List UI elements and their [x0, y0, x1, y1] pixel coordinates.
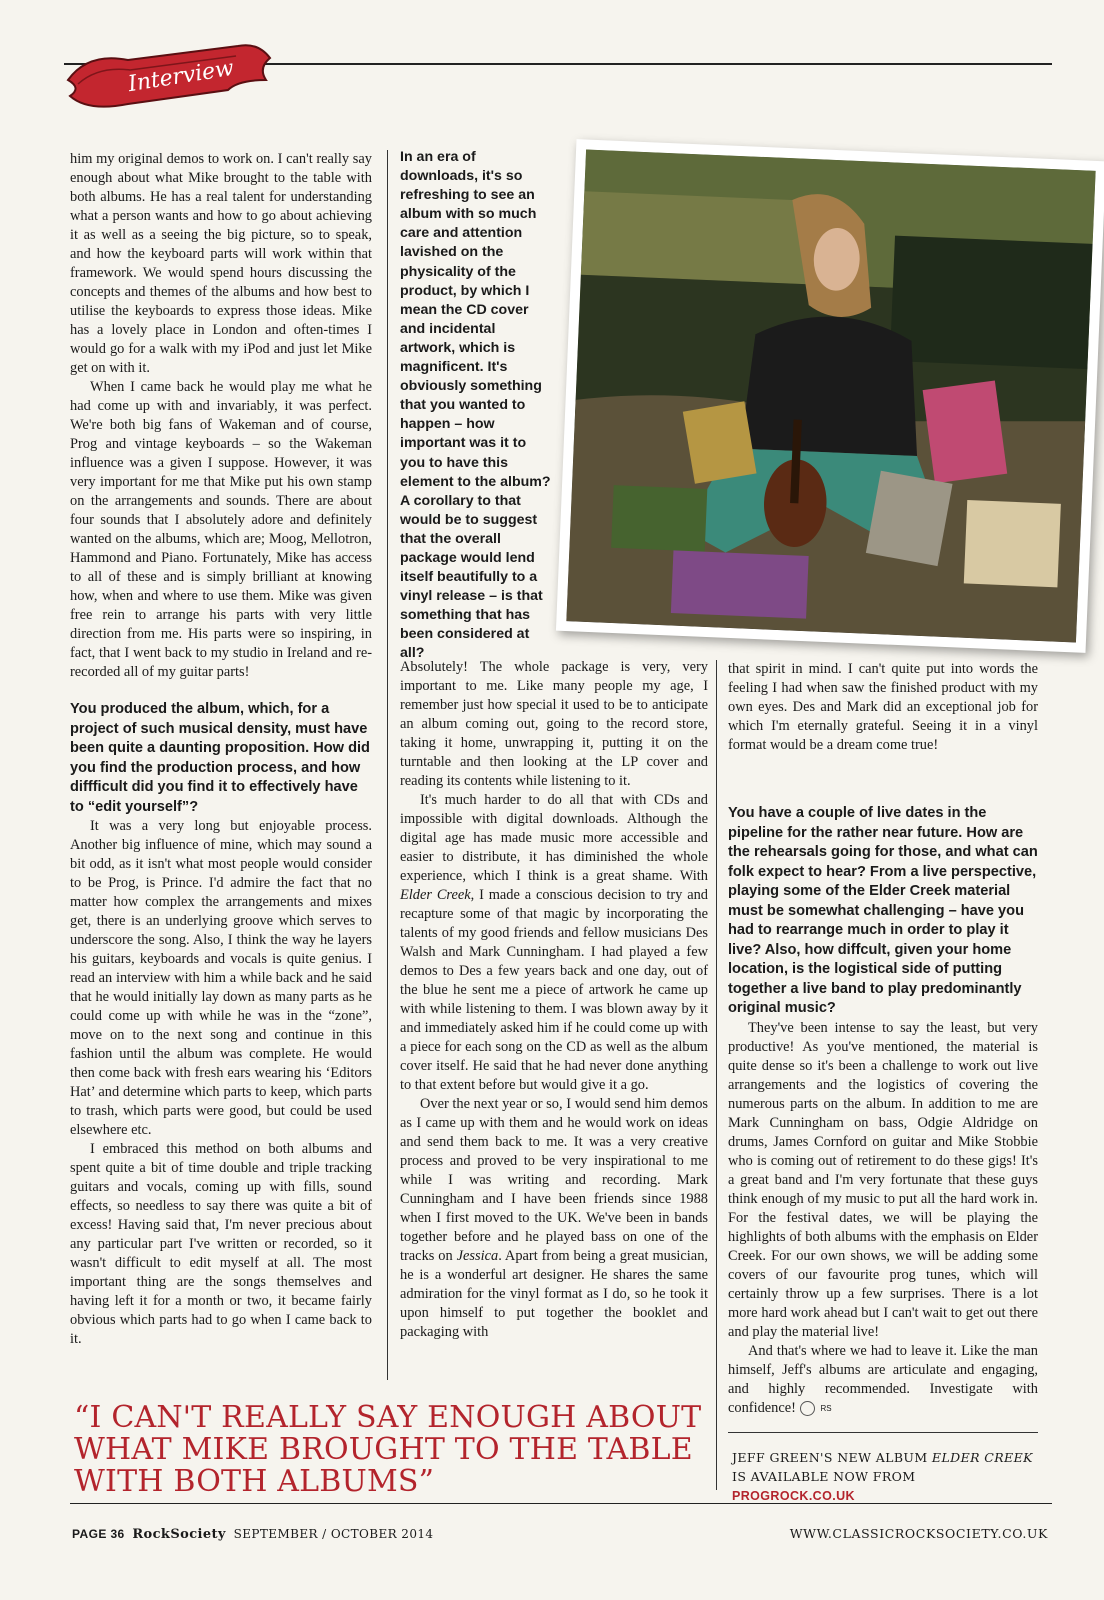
body-paragraph: It was a very long but enjoyable process. Another big influence of mine, which may sound a bit odd, as it isn't what most people would consider to be Prog, is Prince. I'd admire the fact that no matter how complex the arrangements and mixes get, there is an underlying groove which serves to underscore the song. Also, I think the way he layers his guitars, keyboards and vocals is quite genius. I read an interview with him a while back and he said that he would initially lay down as many parts as he could come up with while he was in the “zone”, move on to the next song and continue in this fashion until the album was complete. He would then come back with fresh ears wearing his ‘Editors Hat’ and determine which parts to keep, which parts to trash, which parts were good, but could be used elsewhere etc. — [70, 818, 372, 1138]
album-credit — [732, 1448, 1038, 1506]
interview-question: You have a couple of live dates in the pipeline for the rather near future. How are the rehearsals going for those, and what can folk expect to hear? From a live perspective, playing some of the Elder Creek material must be somewhat challenging – have you had to rearrange much in order to play it live? Also, how diffcult, given your home location, is the logistical side of putting together a live band to play predominantly original music? — [728, 805, 1038, 1016]
album-title: Elder Creek — [400, 887, 471, 903]
footer-left — [72, 1527, 433, 1542]
body-paragraph: They've been intense to say the least, but very productive! As you've mentioned, the material is quite dense so it's been a challenge to work out live arrangements and the logistics of covering the numerous parts on the album. In addition to me are Mark Cunningham on bass, Odgie Aldridge on drums, James Cornford on guitar and Mike Stobbie who is coming out of retirement to do these gigs! It's a great band and I'm very fortunate that these guys think enough of my music to put all the hard work in. For the festival dates, we will be playing the highlights of both albums with the emphasis on Elder Creek. For our own shows, we will be adding some covers of our favourite prog tunes, which will certainly throw up a few surprises. There is a lot more hard work ahead but I can't wait to get out there and play the material live! — [728, 1019, 1038, 1340]
body-paragraph — [400, 1095, 708, 1342]
body-paragraph: him my original demos to work on. I can't really say enough about what Mike brought to the table with both albums. He has a real talent for understanding what a person wants and how to go about achieving it as well as a seeing the big picture, so to speak, and how the keyboard parts will work within that framework. We would spend hours discussing the concepts and themes of the albums and how best to utilise the keyboards to express those ideas. Mike has a lovely place in London and often-times I would go for a walk with my iPod and just let Mike get on with it. — [70, 151, 372, 376]
body-text: , I made a conscious decision to try and recapture some of that magic by incorporating the talents of my good friends and fellow musicians Des Walsh and Mark Cunningham. I had played a few demos to Des a few years back and one day, out of the blue he sent me a piece of artwork he came up with while listening to them. I was blown away by it and immediately asked him if he could come up with a piece for each song on the CD as well as the album cover itself. He said that he had never done anything to that extent before but would give it a go. — [400, 887, 708, 1093]
credit-link[interactable]: PROGROCK.CO.UK — [732, 1489, 855, 1503]
credit-text: IS AVAILABLE NOW FROM — [732, 1469, 916, 1484]
body-paragraph — [400, 791, 708, 1095]
section-banner — [58, 40, 278, 120]
photo-image — [566, 150, 1095, 643]
credit-album-title: ELDER CREEK — [931, 1450, 1033, 1465]
body-paragraph: Absolutely! The whole package is very, very important to me. Like many people my age, I remember just how special it used to be to anticipate an album coming out, going to the record store, taking it home, unwrapping it, putting it on the turntable and then looking at the LP cover and reading its contents while listening to it. — [400, 659, 708, 789]
body-paragraph — [728, 1342, 1038, 1418]
page-number: PAGE 36 — [72, 1527, 125, 1541]
magazine-logo: RockSociety — [132, 1527, 226, 1542]
column-1 — [70, 150, 372, 1349]
credit-rule — [728, 1432, 1038, 1433]
album-title: Jessica — [456, 1248, 499, 1264]
issue-date: SEPTEMBER / OCTOBER 2014 — [233, 1527, 434, 1541]
pull-quote: “I CAN'T REALLY SAY ENOUGH ABOUT WHAT MIKE BROUGHT TO THE TABLE WITH BOTH ALBUMS” — [74, 1400, 702, 1499]
body-paragraph: When I came back he would play me what he had come up with and invariably, it was perfect. We're both big fans of Wakeman and of course, Prog and vintage keyboards – so the Wakeman influence was a given I suppose. However, it was very important for me that Mike put his own stamp on the arrangements and sounds. There are about four sounds that I absolutely adore and definitely wanted on the albums, which are; Moog, Mellotron, Hammond and Piano. Fortunately, Mike has access to all of these and is simply brilliant at knowing how, when and where to use them. Mike was given free rein to arrange his parts with very little direction from me. His parts were so inspiring, in fact, that I went back to my studio in Ireland and re-recorded all of my guitar parts! — [70, 379, 372, 680]
footer-rule — [70, 1503, 1052, 1504]
portrait-illustration — [566, 150, 1095, 643]
column-3-top — [728, 660, 1038, 755]
interview-question: You produced the album, which, for a project of such musical density, must have been quite a daunting proposition. How did you find the production process, and how diffficult did you find it to effectively have to “edit yourself”? — [70, 701, 370, 815]
column-divider — [716, 660, 717, 1490]
artist-photo — [556, 139, 1104, 653]
interview-question: In an era of downloads, it's so refreshing to see an album with so much care and attention lavished on the physicality of the product, by which I mean the CD cover and incidental artwork, which is magnificent. It's obviously something that you wanted to happen – how important was it to you to have this element to the album? A corollary to that would be to suggest that the overall package would lend itself beautifully to a vinyl release – is that something that has been considered at all? — [400, 149, 551, 662]
body-text: Over the next year or so, I would send him demos as I came up with them and he would work on ideas and send them back to me. It was a very creative process and proved to be very inspirational to me while I was writing and recording. Mark Cunningham and I have been friends since 1988 when I first moved to the UK. We've been in bands together before and he played bass on one of the tracks on — [400, 1096, 708, 1264]
column-3 — [728, 804, 1038, 1418]
body-text: It's much harder to do all that with CDs and impossible with digital downloads. Although the digital age has made music more accessible and easier to distribute, it has diminished the whole experience, which I think is a great shame. With — [400, 792, 708, 884]
column-2-question — [400, 148, 552, 664]
body-paragraph: that spirit in mind. I can't quite put into words the feeling I had when saw the finished product with my own eyes. Des and Mark did an exceptional job for which I'm eternally grateful. Seeing it in a vinyl format would be a dream come true! — [728, 661, 1038, 753]
website-url[interactable]: WWW.CLASSICROCKSOCIETY.CO.UK — [789, 1526, 1048, 1541]
body-paragraph: I embraced this method on both albums and spent quite a bit of time double and triple tracking guitars and vocals, coming up with fills, sound effects, so needless to say there was quite a bit of excess! Having said that, I'm never precious about any particular part I've written or recorded, so it wasn't difficult to edit myself at all. The most important thing are the songs themselves and having left it for a month or two, it became fairly obvious which parts had to go when I came back to it. — [70, 1141, 372, 1347]
credit-text: JEFF GREEN'S NEW ALBUM — [732, 1450, 932, 1465]
column-divider — [387, 150, 388, 1380]
section-tag: Interview — [126, 55, 236, 98]
column-2 — [400, 658, 708, 1342]
end-mark-icon: RS — [800, 1401, 815, 1416]
body-text: . Apart from being a great musician, he is a wonderful art designer. He shares the same admiration for the vinyl format as I do, so he took it upon himself to put together the booklet and packaging with — [400, 1248, 708, 1340]
body-text: And that's where we had to leave it. Like the man himself, Jeff's albums are articulate and engaging, and highly recommended. Investigate with confidence! — [728, 1342, 1038, 1416]
